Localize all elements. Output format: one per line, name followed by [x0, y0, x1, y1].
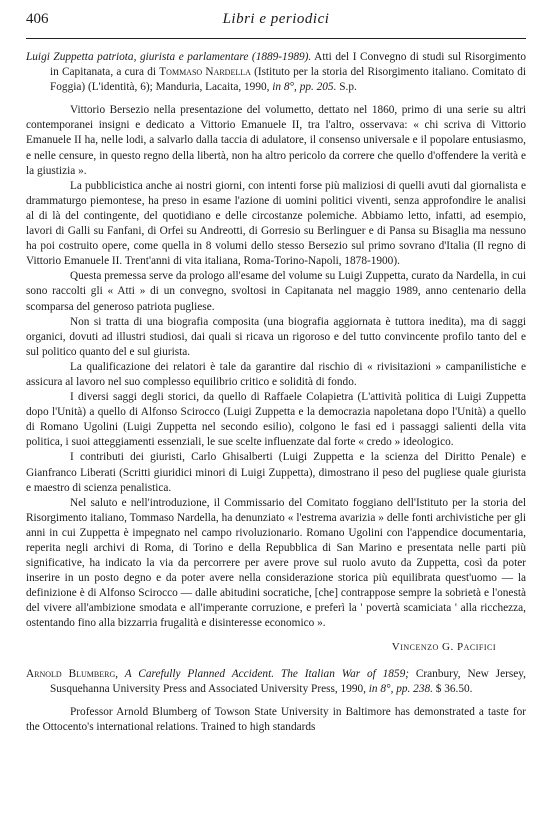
book-price: S.p.: [336, 81, 357, 94]
biblio-details: Cranbury, New Jersey, Susquehanna University Press and Associated University Press, 1990,: [50, 667, 527, 695]
book-format: in 8°, pp. 205.: [272, 81, 337, 94]
bibliographic-entry-1: [26, 50, 526, 95]
review-paragraph: Professor Arnold Blumberg of Towson State University in Baltimore has demonstrated a taste for the Ottocento's international relations. Trained to high standards: [26, 705, 526, 733]
bibliographic-entry-2: [26, 667, 526, 697]
review-paragraph: La pubblicistica anche ai nostri giorni, con intenti forse più maliziosi di quelli avuti dal giornalista e drammaturgo piemontese, ha preso in esame l'azione di uomini politici viventi, senza approfondire le analisi al di là del contingente, del quotidiano e delle circostanze polemiche. Abbiamo letto, infatti, ad esempio, lavori di Galli su Fanfani, di Orfei su Andreotti, di Gorresio su Berlinguer e di Pansa su Bisaglia ma nessuno ha poi costruito opere, come quella in 8 volumi dello stesso Bersezio sul primo sovrano d'Italia (Il regno di Vittorio Emanuele II. Trent'anni di vita italiana, Roma-Torino-Napoli, 1878-1900).: [26, 179, 526, 268]
book-title: Luigi Zuppetta patriota, giurista e parlamentare (1889-1989).: [26, 51, 312, 63]
review-paragraph: La qualificazione dei relatori è tale da garantire dal rischio di « rivisitazioni » campanilistiche e assicura al lavoro nel suo complesso equilibrio critico e solidità di fondo.: [26, 360, 526, 388]
book-price: $ 36.50.: [432, 682, 473, 695]
book-title: A Carefully Planned Accident. The Italian War of 1859;: [118, 667, 409, 680]
review-paragraph: Vittorio Bersezio nella presentazione del volumetto, dettato nel 1860, primo di una serie su altri contemporanei insigni e dedicato a Vittorio Emanuele II, tra l'altro, osservava: « chi scriva di Vittorio Emanuele II ha, nelle lodi, a salvarlo dalla taccia di adulatore, il consenso universale e il popolare entusiasmo, e nelle censure, in questo regno della libertà, non ha altro pericolo da correre che quello d'offendere la verità e la giustizia ».: [26, 104, 526, 177]
review-paragraph: I contributi dei giuristi, Carlo Ghisalberti (Luigi Zuppetta e la scienza del Diritto Penale) e Gianfranco Liberati (Scritti giuridici minori di Luigi Zuppetta), dimostrano il peso del pugliese quale giurista e maestro di scienza penalistica.: [26, 451, 526, 494]
reviewer-signature: Vincenzo G. Pacifici: [391, 640, 496, 653]
page-number: 406: [26, 11, 49, 27]
page-header: [26, 12, 526, 39]
author-name: Arnold Blumberg,: [26, 667, 119, 680]
review-paragraph: Nel saluto e nell'introduzione, il Commissario del Comitato foggiano dell'Istituto per la storia del Risorgimento italiano, Tommaso Nardella, ha denunziato « l'estrema avarizia » delle fonti archivistiche per gli anni in cui Zuppetta è impegnato nel campo rivoluzionario. Romano Ugolini con l'appendice documentaria, reperita negli archivi di Roma, di Torino e della Repubblica di San Marino e presentata nelle parti più significative, ha indicato la via da percorrere per avere prove sul ruolo avuto da Zuppetta, così da poter inserire in un posto degno e da poter avere nella considerazione storica più equilibrata quest'uomo — la definizione è di Alfonso Scirocco — dalle abitudini socratiche, [che] contrappose sempre la sobrietà e l'onestà del vivere all'ambizione smodata e all'imperante corruzione, e preferì la ' povertà scamiciata ' alla ricchezza, ostentando fino alla bizzarria frugalità e disinteresse economico ».: [26, 496, 526, 630]
review-paragraph: Non si tratta di una biografia composita (una biografia aggiornata è tuttora inedita), ma di saggi organici, dovuti ad illustri studiosi, dai quali si ricava un rigoroso e del tutto convincente profilo tanto del e sul politico quanto del e sul giurista.: [26, 315, 526, 358]
biblio-details-a: Atti del I Convegno di studi sul Risorgimento in Capitanata, a cura di: [50, 51, 526, 79]
book-format: in 8°, pp. 238.: [368, 682, 433, 695]
review-paragraph: Questa premessa serve da prologo all'esame del volume su Luigi Zuppetta, curato da Nardella, in cui sono raccolti gli « Atti » di un convegno, svoltosi in Capitanata nel maggio 1989, anno centenario della scomparsa del generoso patriota pugliese.: [26, 270, 526, 313]
biblio-details-b: (Istituto per la storia del Risorgimento italiano. Comitato di Foggia) (L'identità, 6); Manduria, Lacaita, 1990,: [50, 66, 526, 94]
page-content: [26, 50, 526, 735]
editor-name: Tommaso Nardella: [159, 66, 251, 79]
review-paragraph: I diversi saggi degli storici, da quello di Raffaele Colapietra (L'attività politica di Luigi Zuppetta dopo l'Unità) a quello di Alfonso Scirocco (Luigi Zuppetta e la democrazia napoletana dopo l'Unità) a quello di Romano Ugolini (Luigi Zuppetta nel secondo esilio), colgono le fasi ed i passaggi salienti della vita politica, i suoi atteggiamenti essenziali, le sue scelte influenzate dal forte « credo » ideologico.: [26, 391, 526, 449]
running-head: Libri e periodici: [222, 11, 330, 27]
